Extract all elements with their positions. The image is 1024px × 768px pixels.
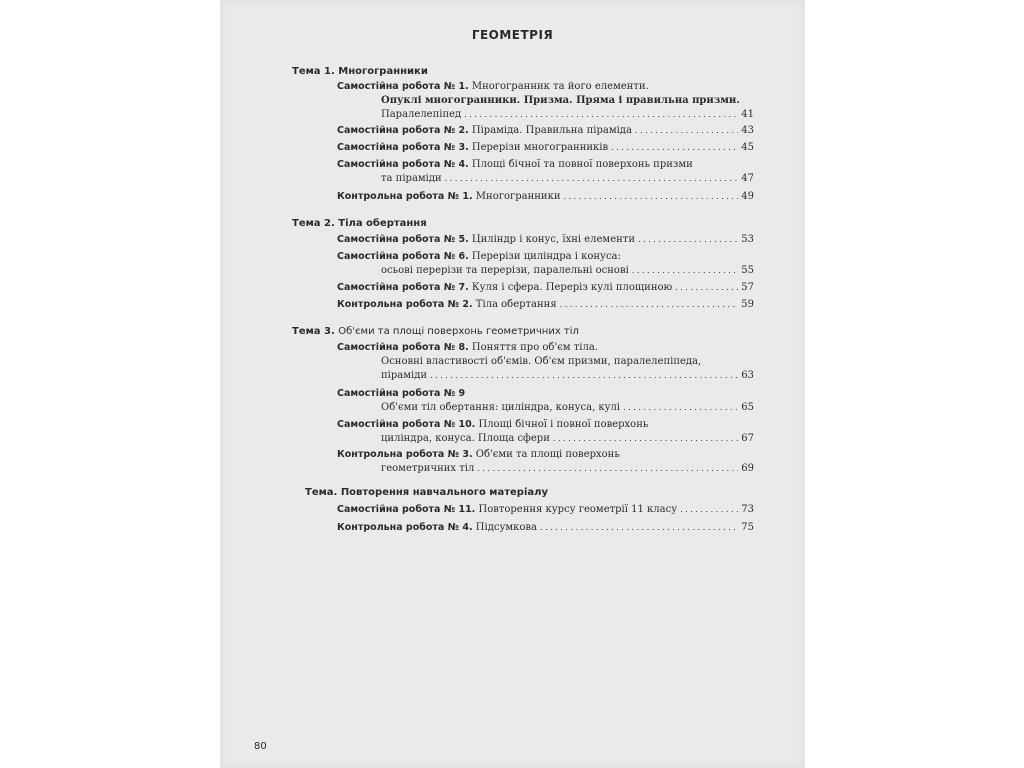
entry-page: 45 (741, 142, 754, 153)
leader-dots (477, 462, 738, 476)
entry-text: Перерізи циліндра і конуса: (471, 251, 621, 262)
entry-page: 55 (741, 265, 754, 276)
topic-heading (292, 66, 428, 77)
entry-text: Паралелепіпед (381, 109, 462, 120)
entry-lead: Контрольна робота № 1. (337, 191, 473, 202)
entry-page: 41 (741, 109, 754, 120)
topic-name: Об'єми та площі поверхонь геометричних тіл (338, 326, 579, 337)
entry-text: Куля і сфера. Переріз кулі площиною (471, 282, 673, 293)
entry-page: 63 (741, 370, 754, 381)
entry-page: 69 (741, 463, 754, 474)
entry-lead: Самостійна робота № 10. (337, 419, 476, 430)
toc-entry[interactable] (337, 233, 754, 247)
entry-page: 65 (741, 402, 754, 413)
entry-lead: Самостійна робота № 5. (337, 234, 469, 245)
topic-name: Повторення навчального матеріалу (340, 487, 548, 498)
leader-dots (540, 521, 738, 535)
entry-lead: Самостійна робота № 2. (337, 125, 469, 136)
toc-entry[interactable] (337, 503, 754, 517)
toc-entry[interactable] (337, 250, 754, 278)
leader-dots (464, 108, 738, 122)
entry-page: 73 (741, 504, 754, 515)
leader-dots (553, 432, 738, 446)
entry-lead: Самостійна робота № 9 (337, 388, 466, 399)
topic-label: Тема 2. (292, 218, 335, 229)
entry-lead: Самостійна робота № 3. (337, 142, 469, 153)
toc-entry[interactable] (337, 387, 754, 415)
toc-entry[interactable] (337, 281, 754, 295)
entry-text: Основні властивості об'ємів. Об'єм призми, паралелепіпеда, (381, 356, 702, 367)
toc-entry[interactable] (337, 124, 754, 138)
leader-dots (445, 172, 739, 186)
entry-page: 43 (741, 125, 754, 136)
entry-lead: Самостійна робота № 8. (337, 342, 469, 353)
leader-dots (675, 281, 738, 295)
book-page (220, 0, 805, 768)
entry-lead: Контрольна робота № 3. (337, 449, 473, 460)
entry-lead: Самостійна робота № 1. (337, 81, 469, 92)
entry-page: 75 (741, 522, 754, 533)
topic-label: Тема. (305, 487, 338, 498)
entry-lead: Самостійна робота № 7. (337, 282, 469, 293)
entry-text: Площі бічної і повної поверхонь (478, 419, 649, 430)
entry-page: 53 (741, 234, 754, 245)
topic-heading (292, 218, 427, 229)
topic-name: Тіла обертання (338, 218, 427, 229)
entry-text: циліндра, конуса. Площа сфери (381, 433, 550, 444)
entry-text: Тіла обертання (475, 299, 557, 310)
entry-text: Об'єми тіл обертання: циліндра, конуса, кулі (381, 402, 621, 413)
topic-heading (292, 326, 579, 337)
toc-entry[interactable] (337, 158, 754, 186)
entry-page: 47 (741, 173, 754, 184)
leader-dots (638, 233, 738, 247)
entry-page: 49 (741, 191, 754, 202)
entry-text: Многогранники (475, 191, 561, 202)
entry-text: геометричних тіл (381, 463, 475, 474)
entry-text: Підсумкова (475, 522, 537, 533)
entry-text: Перерізи многогранників (471, 142, 609, 153)
entry-lead: Самостійна робота № 6. (337, 251, 469, 262)
entry-page: 59 (741, 299, 754, 310)
topic-label: Тема 3. (292, 326, 335, 337)
topic-heading (305, 487, 548, 498)
entry-lead: Контрольна робота № 2. (337, 299, 473, 310)
entry-text: Повторення курсу геометрії 11 класу (478, 504, 678, 515)
leader-dots (680, 503, 738, 517)
leader-dots (623, 401, 738, 415)
leader-dots (430, 369, 738, 383)
topic-name: Многогранники (338, 66, 428, 77)
entry-lead: Контрольна робота № 4. (337, 522, 473, 533)
entry-page: 57 (741, 282, 754, 293)
entry-text: Поняття про об'єм тіла. (471, 342, 598, 353)
toc-entry[interactable] (337, 521, 754, 535)
leader-dots (611, 141, 738, 155)
toc-entry[interactable] (337, 448, 754, 476)
entry-page: 67 (741, 433, 754, 444)
entry-text: Многогранник та його елементи. (471, 81, 649, 92)
toc-entry[interactable] (337, 298, 754, 312)
topic-label: Тема 1. (292, 66, 335, 77)
entry-lead: Самостійна робота № 11. (337, 504, 476, 515)
toc-entry[interactable] (337, 418, 754, 446)
leader-dots (564, 190, 739, 204)
leader-dots (635, 124, 738, 138)
entry-text: Об'єми та площі поверхонь (475, 449, 620, 460)
page-number: 80 (254, 741, 267, 752)
entry-lead: Самостійна робота № 4. (337, 159, 469, 170)
entry-text: осьові перерізи та перерізи, паралельні основі (381, 265, 629, 276)
toc-entry[interactable] (337, 141, 754, 155)
entry-text: та піраміди (381, 173, 442, 184)
toc-entry[interactable] (337, 190, 754, 204)
entry-text: Площі бічної та повної поверхонь призми (471, 159, 693, 170)
toc-entry[interactable] (337, 341, 754, 383)
page-title: ГЕОМЕТРІЯ (471, 28, 554, 42)
entry-text: Циліндр і конус, їхні елементи (471, 234, 635, 245)
entry-text: піраміди (381, 370, 428, 381)
leader-dots (632, 264, 738, 278)
leader-dots (560, 298, 739, 312)
entry-text: Опуклі многогранники. Призма. Пряма і правильна призми. (381, 95, 740, 106)
toc-entry[interactable] (337, 80, 754, 122)
entry-text: Піраміда. Правильна піраміда (471, 125, 632, 136)
